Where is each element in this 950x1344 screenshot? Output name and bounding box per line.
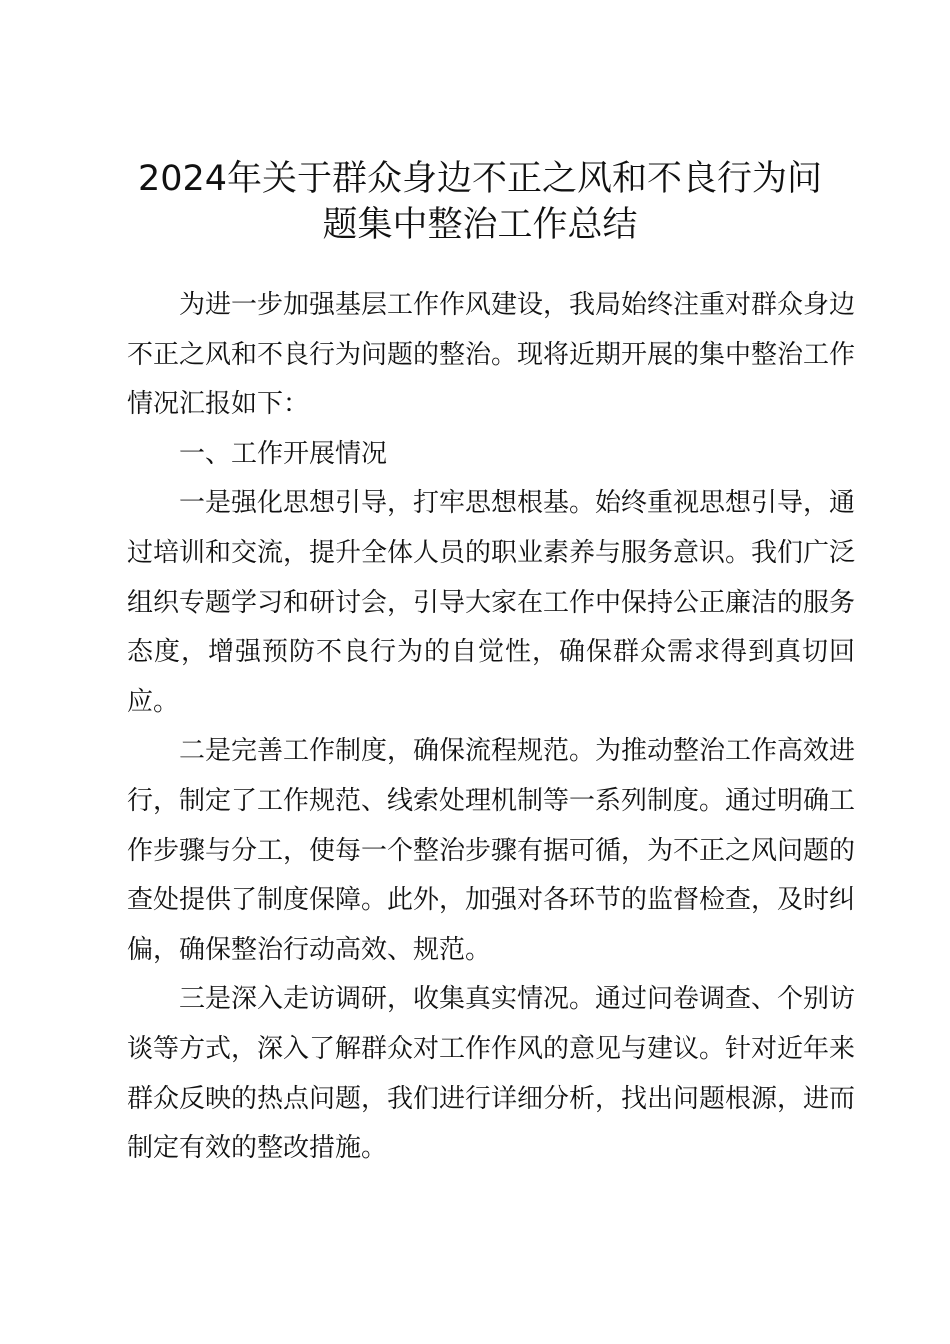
- title-line-2: 题集中整治工作总结: [322, 205, 638, 245]
- document-body: [127, 281, 855, 1174]
- section-heading: 一、工作开展情况: [179, 438, 388, 469]
- paragraph-thought-guidance: 一是强化思想引导，打牢思想根基。始终重视思想引导，通过培训和交流，提升全体人员的职业素养与服务意识。我们广泛组织专题学习和研讨会，引导大家在工作中保持公正廉洁的服务态度，增强预防不良行为的自觉性，确保群众需求得到真切回应。: [127, 488, 856, 717]
- intro-paragraph: 为进一步加强基层工作作风建设，我局始终注重对群众身边不正之风和不良行为问题的整治。现将近期开展的集中整治工作情况汇报如下：: [127, 290, 856, 420]
- paragraph-work-system: 二是完善工作制度，确保流程规范。为推动整治工作高效进行，制定了工作规范、线索处理机制等一系列制度。通过明确工作步骤与分工，使每一个整治步骤有据可循，为不正之风问题的查处提供了制度保障。此外，加强对各环节的监督检查，及时纠偏，确保整治行动高效、规范。: [127, 736, 856, 965]
- document-title: [110, 156, 850, 248]
- title-line-1: 2024年关于群众身边不正之风和不良行为问: [137, 159, 823, 199]
- paragraph-field-research: 三是深入走访调研，收集真实情况。通过问卷调查、个别访谈等方式，深入了解群众对工作作风的意见与建议。针对近年来群众反映的热点问题，我们进行详细分析，找出问题根源，进而制定有效的整改措施。: [127, 984, 856, 1164]
